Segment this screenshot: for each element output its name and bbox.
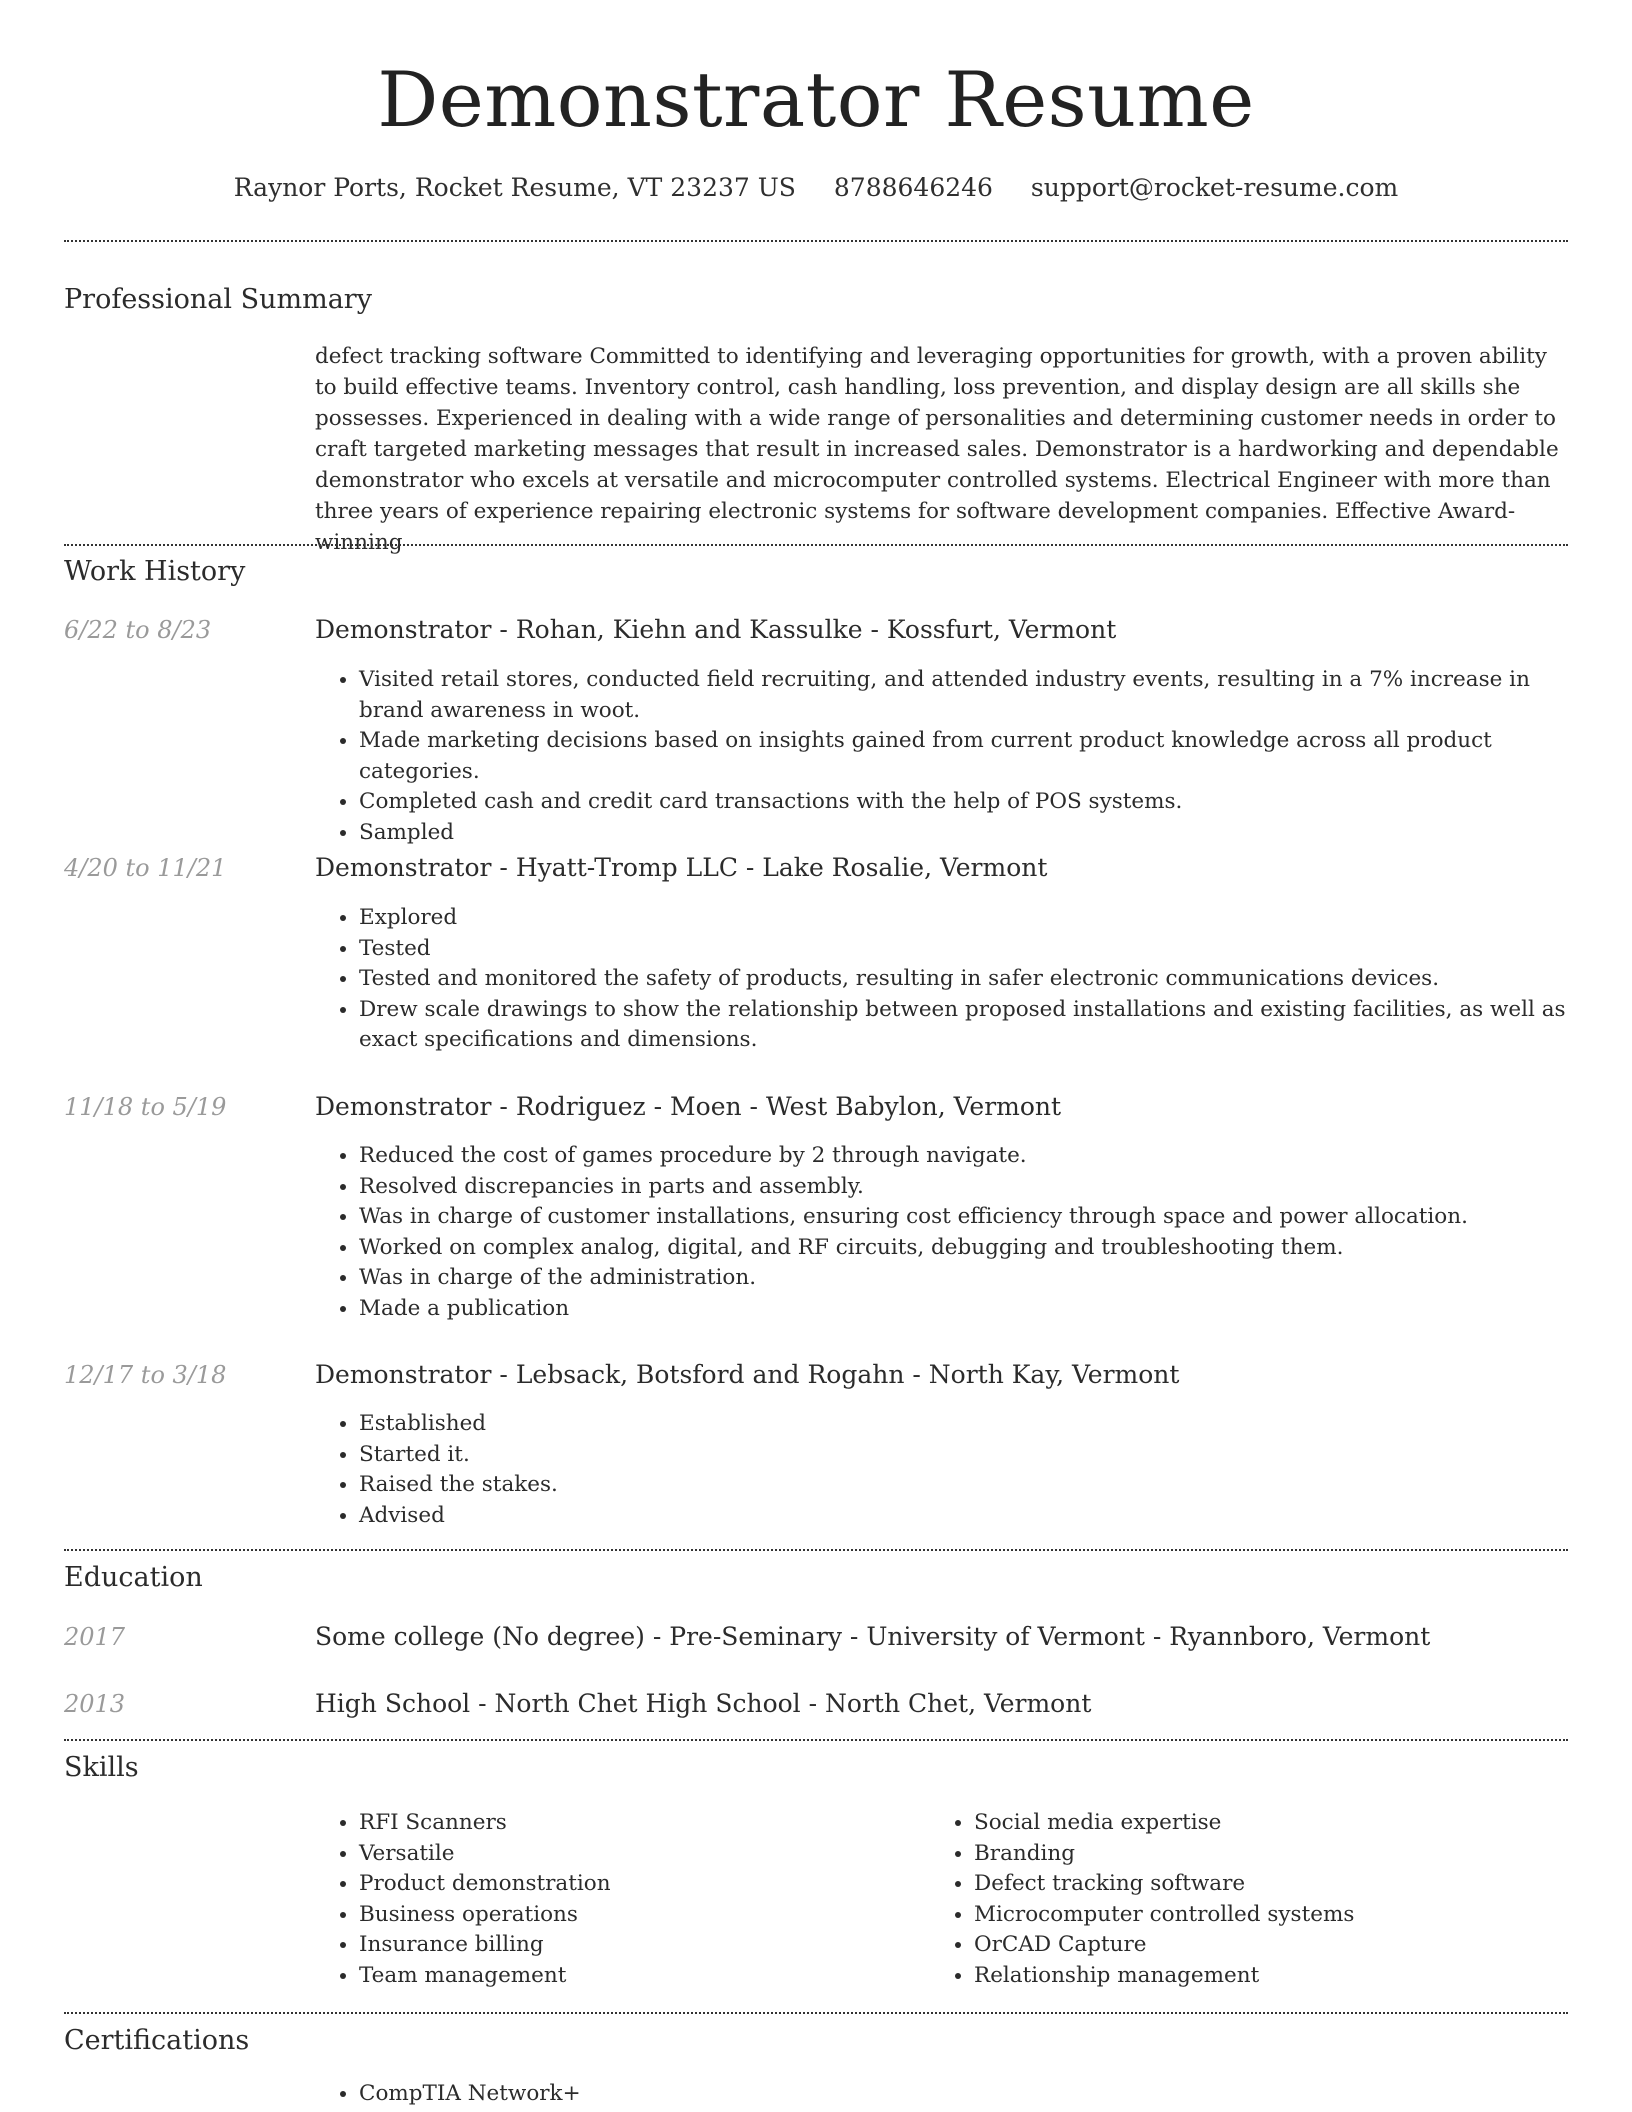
job-heading: Demonstrator - Hyatt-Tromp LLC - Lake Rosalie, Vermont <box>315 853 1048 882</box>
job-bullet: • Drew scale drawings to show the relationship between proposed installations and existing facilities, as well as exact specifications and dimensions. <box>359 995 1599 1056</box>
skill-item: • Business operations <box>359 1900 919 1931</box>
job-bullet: • Reduced the cost of games procedure by 2 through navigate. <box>359 1141 1599 1172</box>
section-title-skills: Skills <box>64 1752 139 1783</box>
job-bullets <box>315 665 1589 848</box>
certifications-list <box>315 2079 959 2110</box>
job-bullet: • Was in charge of the administration. <box>359 1263 1599 1294</box>
divider <box>64 2012 1568 2014</box>
resume-name: Demonstrator Resume <box>377 55 1255 144</box>
job-bullet: • Resolved discrepancies in parts and assembly. <box>359 1172 1599 1203</box>
divider <box>64 240 1568 242</box>
job-bullet: • Tested and monitored the safety of products, resulting in safer electronic communications devices. <box>359 964 1599 995</box>
job-heading: Demonstrator - Rohan, Kiehn and Kassulke - Kossfurt, Vermont <box>315 615 1117 644</box>
job-bullet: • Worked on complex analog, digital, and RF circuits, debugging and troubleshooting them. <box>359 1233 1599 1264</box>
section-title-education: Education <box>64 1562 203 1593</box>
job-dates: 11/18 to 5/19 <box>64 1093 227 1121</box>
skill-item: • Microcomputer controlled systems <box>974 1900 1594 1931</box>
job-bullet: • Was in charge of customer installations, ensuring cost efficiency through space and power allocation. <box>359 1202 1599 1233</box>
certification-item: • CompTIA Network+ <box>359 2079 959 2110</box>
divider <box>64 544 1568 546</box>
skill-item: • Team management <box>359 1961 919 1992</box>
job-bullet: • Visited retail stores, conducted field recruiting, and attended industry events, resulting in a 7% increase in brand awareness in woot. <box>359 665 1589 726</box>
skill-item: • Defect tracking software <box>974 1869 1594 1900</box>
skills-list-right <box>930 1808 1594 1991</box>
job-dates: 12/17 to 3/18 <box>64 1361 227 1389</box>
education-year: 2017 <box>64 1623 126 1651</box>
job-heading: Demonstrator - Lebsack, Botsford and Rogahn - North Kay, Vermont <box>315 1360 1180 1389</box>
skill-item: • Product demonstration <box>359 1869 919 1900</box>
contact-address: Raynor Ports, Rocket Resume, VT 23237 US <box>233 173 796 202</box>
job-bullets <box>315 1141 1599 1324</box>
job-heading: Demonstrator - Rodriguez - Moen - West Babylon, Vermont <box>315 1092 1062 1121</box>
contact-line <box>0 170 1632 206</box>
skill-item: • OrCAD Capture <box>974 1930 1594 1961</box>
section-title-certifications: Certifications <box>64 2025 250 2056</box>
skill-item: • Insurance billing <box>359 1930 919 1961</box>
divider <box>64 1739 1568 1741</box>
job-bullet: • Explored <box>359 903 1599 934</box>
skills-list-left <box>315 1808 919 1991</box>
job-bullets <box>315 903 1599 1056</box>
skill-item: • Versatile <box>359 1839 919 1870</box>
divider <box>64 1549 1568 1551</box>
education-heading: High School - North Chet High School - North Chet, Vermont <box>315 1689 1092 1718</box>
job-bullet: • Established <box>359 1409 1599 1440</box>
summary-text: defect tracking software Committed to identifying and leveraging opportunities for growth, with a proven ability to build effective teams. Inventory control, cash handling, loss prevention, and display design are all skills she possesses. Experienced in dealing with a wide range of personalities and determining customer needs in order to craft targeted marketing messages that result in increased sales. Demonstrator is a hardworking and dependable demonstrator who excels at versatile and microcomputer controlled systems. Electrical Engineer with more than three years of experience repairing electronic systems for software development companies. Effective Award-winning <box>315 344 1559 555</box>
contact-phone: 8788646246 <box>833 173 993 202</box>
job-bullet: • Started it. <box>359 1440 1599 1471</box>
skill-item: • Social media expertise <box>974 1808 1594 1839</box>
job-dates: 6/22 to 8/23 <box>64 616 212 644</box>
contact-email: support@rocket-resume.com <box>1030 173 1399 202</box>
job-bullet: • Tested <box>359 934 1599 965</box>
skill-item: • Relationship management <box>974 1961 1594 1992</box>
section-title-work-history: Work History <box>64 556 246 587</box>
job-bullets <box>315 1409 1599 1531</box>
job-bullet: • Made marketing decisions based on insights gained from current product knowledge across all product categories. <box>359 726 1589 787</box>
job-bullet: • Advised <box>359 1501 1599 1532</box>
job-bullet: • Raised the stakes. <box>359 1470 1599 1501</box>
job-bullet: • Sampled <box>359 818 1589 849</box>
education-year: 2013 <box>64 1690 126 1718</box>
education-heading: Some college (No degree) - Pre-Seminary - University of Vermont - Ryannboro, Vermont <box>315 1622 1431 1651</box>
job-bullet: • Completed cash and credit card transactions with the help of POS systems. <box>359 787 1589 818</box>
job-dates: 4/20 to 11/21 <box>64 854 227 882</box>
section-title-summary: Professional Summary <box>64 284 372 315</box>
skill-item: • Branding <box>974 1839 1594 1870</box>
skill-item: • RFI Scanners <box>359 1808 919 1839</box>
job-bullet: • Made a publication <box>359 1294 1599 1325</box>
